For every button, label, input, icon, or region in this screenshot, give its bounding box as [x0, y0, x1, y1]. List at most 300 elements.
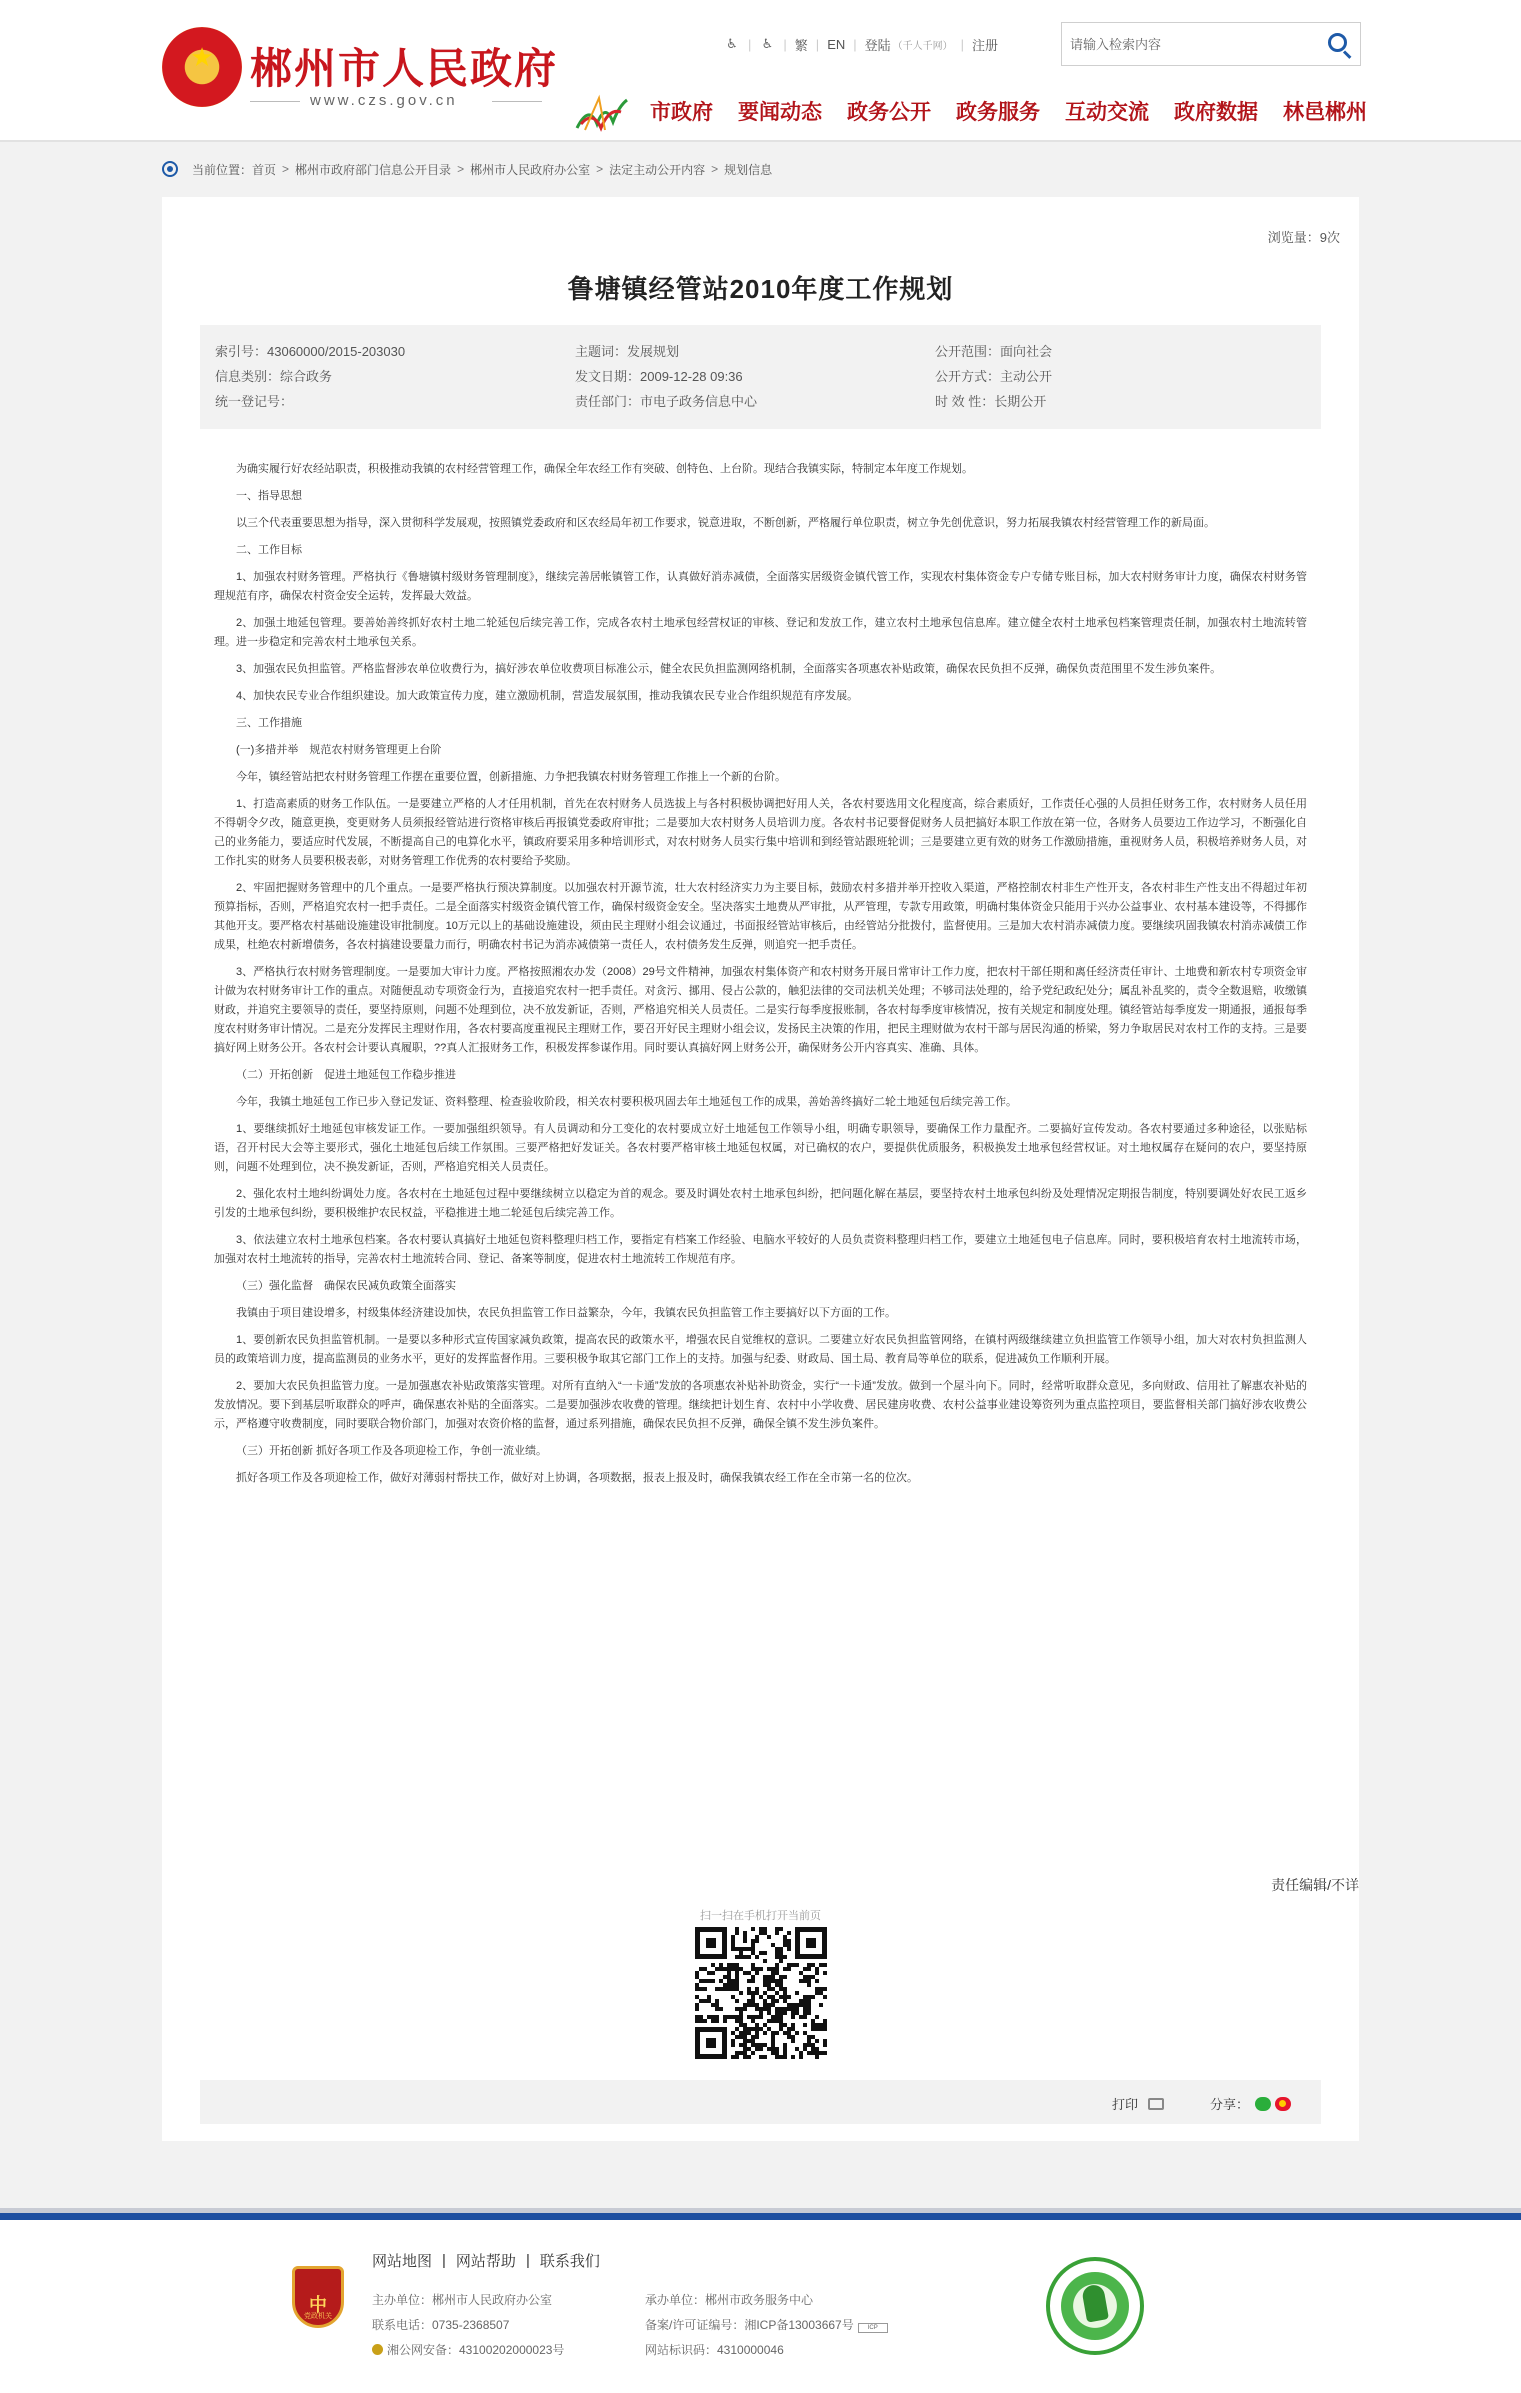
search-input[interactable] [1070, 33, 1310, 55]
qr-module [807, 1963, 811, 1967]
qr-module [799, 2055, 803, 2059]
qr-module [771, 1979, 775, 1983]
qr-module [751, 1951, 755, 1955]
qr-module [791, 2055, 795, 2059]
qr-module [763, 1979, 767, 1983]
paragraph: 3、加强农民负担监管。严格监督涉农单位收费行为，搞好涉农单位收费项目标准公示，健全农民负担监测网络机制，全面落实各项惠农补贴政策，确保农民负担不反弹，确保负责范围里不发生涉负案件。 [236, 663, 1222, 675]
qr-module [807, 1975, 811, 1979]
qr-module [747, 1991, 751, 1995]
qr-module [771, 2019, 775, 2023]
qr-module [819, 2027, 823, 2031]
qr-module [759, 2047, 763, 2051]
qr-module [755, 2007, 759, 2011]
qr-module [815, 2051, 819, 2055]
qr-module [803, 1979, 807, 1983]
qr-module [815, 1979, 819, 1983]
qr-module [783, 2047, 787, 2051]
qr-module [791, 2027, 795, 2031]
qr-module [771, 2043, 775, 2047]
qr-module [771, 1971, 775, 1975]
login-link[interactable]: 登陆 [864, 37, 891, 53]
qr-module [707, 1995, 711, 1999]
qr-module [763, 2003, 767, 2007]
login-sub-label: （千人千网） [892, 40, 953, 52]
qr-module [775, 1967, 779, 1971]
weibo-icon[interactable] [1275, 2097, 1291, 2111]
paragraph: 抓好各项工作及各项迎检工作，做好对薄弱村帮扶工作，做好对上协调，各项数据，报表上报及时，确保我镇农经工作在全市第一名的位次。 [236, 1472, 918, 1484]
civilization-seal-icon[interactable] [1046, 2257, 1144, 2355]
qr-module [819, 1963, 823, 1967]
qr-module [795, 1991, 799, 1995]
qr-module [735, 1979, 739, 1983]
qr-module [771, 1967, 775, 1971]
qr-module [759, 2043, 763, 2047]
qr-module [791, 2035, 795, 2039]
qr-module [823, 1987, 827, 1991]
qr-module [787, 2003, 791, 2007]
qr-module [811, 1963, 815, 1967]
party-gov-badge-icon[interactable] [292, 2266, 344, 2328]
qr-module [695, 1975, 699, 1979]
qr-module [751, 1967, 755, 1971]
site-name[interactable]: 郴州市人民政府 [250, 44, 559, 93]
paragraph: 今年，镇经管站把农村财务管理工作摆在重要位置，创新措施、力争把我镇农村财务管理工作推上一个新的台阶。 [236, 771, 786, 783]
qr-module [803, 1999, 807, 2003]
qr-module [815, 2047, 819, 2051]
site-footer [0, 2213, 1521, 2393]
qr-module [815, 2015, 819, 2019]
footer-links [372, 2250, 600, 2271]
qr-module [807, 2051, 811, 2055]
search-box [1061, 22, 1361, 66]
qr-module [735, 1967, 739, 1971]
qr-module [735, 2007, 739, 2011]
qr-module [695, 2015, 699, 2019]
english-link[interactable]: EN [827, 36, 846, 52]
qr-module [719, 1963, 723, 1967]
qr-module [783, 1955, 787, 1959]
qr-module [783, 1995, 787, 1999]
qr-module [731, 2043, 735, 2047]
qr-finder [795, 1927, 827, 1959]
qr-module [751, 1939, 755, 1943]
qr-module [767, 1979, 771, 1983]
qr-module [779, 1987, 783, 1991]
qr-module [763, 2031, 767, 2035]
qr-module [723, 1987, 727, 1991]
breadcrumb-item[interactable]: 郴州市政府部门信息公开目录 [295, 162, 452, 177]
qr-module [767, 1987, 771, 1991]
qr-module [807, 2039, 811, 2043]
breadcrumb-separator: > [457, 162, 465, 176]
qr-module [819, 1987, 823, 1991]
search-button[interactable] [1324, 30, 1354, 60]
nav-linyi-chenzhou[interactable]: 林邑郴州 [1283, 101, 1367, 124]
qr-module [755, 1939, 759, 1943]
badge-symbol: 中 [309, 2295, 327, 2315]
footer-icp-wrap [645, 2316, 888, 2333]
qr-module [723, 1975, 727, 1979]
divider: | [853, 36, 857, 52]
qr-module [743, 2043, 747, 2047]
qr-module [767, 1975, 771, 1979]
qr-module [815, 2039, 819, 2043]
qr-module [767, 1983, 771, 1987]
qr-module [739, 1951, 743, 1955]
nav-gov-data[interactable]: 政府数据 [1174, 101, 1258, 124]
footer-police[interactable]: 湘公网安备：43100202000023号 [387, 2343, 565, 2357]
qr-module [723, 1967, 727, 1971]
qr-module [787, 1947, 791, 1951]
qr-code [695, 1927, 827, 2059]
qr-module [767, 2019, 771, 2023]
qr-module [739, 2031, 743, 2035]
qr-module [715, 1987, 719, 1991]
qr-module [767, 2047, 771, 2051]
qr-module [743, 1955, 747, 1959]
qr-module [739, 1991, 743, 1995]
qr-module [739, 2019, 743, 2023]
qr-module [755, 1987, 759, 1991]
qr-module [695, 1987, 699, 1991]
qr-module [795, 1963, 799, 1967]
qr-module [787, 2027, 791, 2031]
qr-module [771, 2047, 775, 2051]
qr-module [815, 1987, 819, 1991]
qr-module [699, 1979, 703, 1983]
qr-module [743, 2023, 747, 2027]
footer-divider [0, 2208, 1521, 2213]
qr-module [783, 2023, 787, 2027]
qr-module [739, 2011, 743, 2015]
qr-module [791, 2023, 795, 2027]
meta-index-no: 索引号：43060000/2015-203030 [215, 344, 406, 359]
qr-module [775, 1947, 779, 1951]
qr-module [763, 1999, 767, 2003]
accessibility-icon[interactable]: ♿ [761, 36, 774, 51]
qr-module [779, 1951, 783, 1955]
qr-module [803, 2047, 807, 2051]
qr-module [739, 1967, 743, 1971]
qr-module [751, 1995, 755, 1999]
qr-module [767, 2007, 771, 2011]
qr-module [715, 1999, 719, 2003]
qr-module [719, 1979, 723, 1983]
qr-module [787, 1939, 791, 1943]
qr-module [743, 2035, 747, 2039]
qr-module [715, 2015, 719, 2019]
qr-module [695, 2007, 699, 2011]
qr-module [711, 2015, 715, 2019]
qr-module [727, 1987, 731, 1991]
qr-module [779, 2019, 783, 2023]
qr-module [763, 1991, 767, 1995]
qr-module [791, 2011, 795, 2015]
qr-module [771, 2035, 775, 2039]
badge-label: 党政机关 [304, 2313, 332, 2320]
qr-module [807, 2035, 811, 2039]
qr-module [783, 2007, 787, 2011]
qr-module [811, 2019, 815, 2023]
qr-module [763, 1951, 767, 1955]
nav-gov-services[interactable]: 政务服务 [956, 101, 1040, 124]
qr-module [775, 2019, 779, 2023]
qr-module [787, 2031, 791, 2035]
breadcrumb-item[interactable]: 郴州市人民政府办公室 [470, 162, 591, 177]
qr-module [735, 1971, 739, 1975]
paragraph: 3、严格执行农村财务管理制度。一是要加大审计力度。严格按照湘农办发（2008）29号文件精神，加强农村集体资产和农村财务开展日常审计工作力度，把农村干部任期和离任经济责任审计、土地费和新农村专项资金审计做为农村财务审计工作的重点。对随便乱动专项资金行为，直接追究农村一把手责任。对贪污、挪用、侵占公款的，触犯法律的交司法机关处理；不够司法处理的，给予党纪政纪处分；属乱补乱奖的，责令全数退赔，收缴镇财政，并追究主要领导的责任，要坚持原则，问题不处理到位，决不放发新证，否则，严格追究相关人员责任。二是实行每季度报账制，各农村每季度审核情况，按有关规定和制度处理。镇经管站每季度发一期通报，通报每季度农村财务审计情况。二是充分发挥民主理财作用，各农村要高度重视民主理财工作，要召开好民主理财小组会议，发扬民主决策的作用，把民主理财做为农村干部与居民沟通的桥梁，努力争取居民对农村工作的支持。三是要搞好网上财务公开。各农村会计要认真履职，??真人汇报财务工作，积极发挥参谋作用。同时要认真搞好网上财务公开，确保财务公开内容真实、准确、具体。 [214, 966, 1307, 1054]
qr-module [803, 1975, 807, 1979]
qr-module [743, 2003, 747, 2007]
paragraph: 1、要继续抓好土地延包审核发证工作。一要加强组织领导。有人员调动和分工变化的农村要成立好土地延包工作领导小组，明确专职领导，要确保工作力量配齐。二要搞好宣传发动。各农村要通过多种途径，以张贴标语，召开村民大会等主要形式，强化土地延包后续工作氛围。三要严格把好发证关。各农村要严格审核土地延包权属，对已确权的农户，要提供优质服务，积极换发土地承包经营权证。对土地权属存在疑问的农户，要坚持原则，问题不处理到位，决不换发新证，否则，严格追究相关人员责任。 [214, 1123, 1307, 1173]
footer-icp[interactable]: 备案/许可证编号：湘ICP备13003667号 [645, 2318, 854, 2332]
qr-module [731, 1963, 735, 1967]
qr-module [767, 2011, 771, 2015]
share-group [1210, 2094, 1291, 2113]
paragraph: 以三个代表重要思想为指导，深入贯彻科学发展观，按照镇党委政府和区农经局年初工作要求，锐意进取，不断创新，严格履行单位职责，树立争先创优意识，努力拓展我镇农村经营管理工作的新局面。 [236, 517, 1215, 529]
qr-module [739, 1955, 743, 1959]
qr-module [743, 1939, 747, 1943]
url-divider-right [492, 101, 542, 102]
qr-module [735, 1931, 739, 1935]
qr-module [807, 1979, 811, 1983]
qr-module [747, 2027, 751, 2031]
qr-module [783, 2043, 787, 2047]
qr-module [807, 1995, 811, 1999]
nav-gov-affairs-open[interactable]: 政务公开 [847, 101, 931, 124]
qr-module [723, 2015, 727, 2019]
qr-module [739, 2035, 743, 2039]
qr-module [727, 2015, 731, 2019]
qr-module [823, 2039, 827, 2043]
qr-module [771, 2031, 775, 2035]
qr-module [799, 2051, 803, 2055]
qr-module [819, 2003, 823, 2007]
breadcrumb-home[interactable]: 首页 [252, 162, 277, 177]
qr-module [755, 1935, 759, 1939]
qr-module [731, 2055, 735, 2059]
qr-module [747, 2047, 751, 2051]
qr-module [775, 1931, 779, 1935]
qr-module [763, 2043, 767, 2047]
qr-module [747, 1971, 751, 1975]
qr-module [707, 1999, 711, 2003]
qr-module [819, 1991, 823, 1995]
qr-module [811, 2043, 815, 2047]
qr-module [735, 2051, 739, 2055]
qr-module [747, 1987, 751, 1991]
qr-module [779, 1959, 783, 1963]
qr-module [735, 1927, 739, 1931]
qr-module [747, 1955, 751, 1959]
qr-module [699, 1987, 703, 1991]
url-divider-left [250, 101, 300, 102]
qr-module [787, 1963, 791, 1967]
qr-module [771, 1995, 775, 1999]
qr-module [815, 2055, 819, 2059]
qr-module [795, 2003, 799, 2007]
qr-module [751, 1975, 755, 1979]
nav-news[interactable]: 要闻动态 [738, 101, 822, 124]
qr-finder [695, 1927, 727, 1959]
qr-module [783, 1991, 787, 1995]
nav-interaction[interactable]: 互动交流 [1065, 101, 1149, 124]
qr-module [775, 2015, 779, 2019]
qr-module [731, 1979, 735, 1983]
footer-organizer: 承办单位：郴州市政务服务中心 [645, 2293, 814, 2307]
site-header [0, 0, 1521, 142]
qr-module [755, 1971, 759, 1975]
qr-module [811, 2035, 815, 2039]
meta-validity: 时 效 性：长期公开 [935, 394, 1047, 409]
qr-module [767, 1935, 771, 1939]
qr-module [723, 2019, 727, 2023]
qr-module [727, 1983, 731, 1987]
qr-module [807, 1983, 811, 1987]
nav-decoration-icon [575, 94, 629, 132]
qr-module [783, 1975, 787, 1979]
qr-module [779, 2023, 783, 2027]
qr-module [735, 2035, 739, 2039]
qr-module [763, 2023, 767, 2027]
footer-link-help[interactable]: 网站帮助 [455, 2253, 516, 2270]
footer-phone: 联系电话：0735-2368507 [372, 2318, 510, 2332]
qr-module [751, 2003, 755, 2007]
qr-module [783, 1943, 787, 1947]
qr-module [791, 2039, 795, 2043]
qr-module [795, 2011, 799, 2015]
qr-module [771, 2051, 775, 2055]
qr-module [743, 2039, 747, 2043]
qr-module [715, 1967, 719, 1971]
qr-module [747, 2039, 751, 2043]
qr-module [771, 1943, 775, 1947]
qr-module [783, 1939, 787, 1943]
qr-module [743, 1947, 747, 1951]
qr-module [819, 2023, 823, 2027]
qr-module [731, 1935, 735, 1939]
qr-module [707, 1971, 711, 1975]
qr-module [735, 2027, 739, 2031]
meta-department: 责任部门：市电子政务信息中心 [575, 394, 758, 409]
qr-module [775, 1999, 779, 2003]
qr-module [739, 2023, 743, 2027]
qr-module [743, 1971, 747, 1975]
qr-module [775, 2011, 779, 2015]
qr-module [803, 2007, 807, 2011]
qr-module [759, 2007, 763, 2011]
qr-module [791, 1963, 795, 1967]
qr-module [711, 1971, 715, 1975]
qr-module [719, 1967, 723, 1971]
qr-module [751, 2015, 755, 2019]
national-emblem-icon[interactable] [162, 27, 242, 107]
qr-module [747, 2015, 751, 2019]
qr-module [731, 1983, 735, 1987]
qr-module [715, 2007, 719, 2011]
qr-module [751, 2039, 755, 2043]
qr-module [795, 2047, 799, 2051]
paragraph: 2、要加大农民负担监管力度。一是加强惠农补贴政策落实管理。对所有直纳入“一卡通”发放的各项惠农补贴补助资金，实行“一卡通”发放。做到一个屋斗向下。同时，经常听取群众意见，多向财政、信用社了解惠农补贴的发放情况。要下到基层听取群众的呼声，确保惠农补贴的全面落实。二是要加强涉农收费的管理。继续把计划生育、农村中小学收费、居民建房收费、农村公益事业建设筹资列为重点监控项目，要监督相关部门搞好涉农收费公示，严格遵守收费制度，同时要联合物价部门，加强对农资价格的监督，通过系列措施，确保农民负担不反弹，确保全镇不发生涉负案件。 [214, 1380, 1307, 1430]
qr-module [775, 1955, 779, 1959]
qr-module [799, 1999, 803, 2003]
qr-module [823, 2019, 827, 2023]
qr-module [763, 1927, 767, 1931]
paragraph: 2、强化农村土地纠纷调处力度。各农村在土地延包过程中要继续树立以稳定为首的观念。要及时调处农村土地承包纠纷，把问题化解在基层，要坚持农村土地承包纠纷及处理情况定期报告制度，特别要调处好农民工返乡引发的土地承包纠纷，要积极维护农民权益，平稳推进土地二轮延包后续完善工作。 [214, 1188, 1307, 1219]
qr-module [747, 2003, 751, 2007]
qr-module [715, 2019, 719, 2023]
qr-module [815, 2027, 819, 2031]
qr-module [767, 1995, 771, 1999]
qr-module [751, 2035, 755, 2039]
qr-module [815, 1971, 819, 1975]
print-button[interactable] [1112, 2094, 1164, 2113]
nav-city-government[interactable]: 市政府 [650, 101, 713, 124]
footer-link-contact[interactable]: 联系我们 [539, 2253, 600, 2270]
paragraph: 4、加快农民专业合作组织建设。加大政策宣传力度，建立激励机制，营造发展氛围，推动我镇农民专业合作组织规范有序发展。 [236, 690, 859, 702]
qr-module [755, 2031, 759, 2035]
qr-module [775, 1991, 779, 1995]
wechat-icon[interactable] [1255, 2097, 1271, 2111]
qr-finder [695, 2027, 727, 2059]
divider: | [525, 2252, 530, 2269]
subsection-heading: （二）开拓创新 促进土地延包工作稳步推进 [236, 1069, 456, 1081]
qr-module [719, 2007, 723, 2011]
paragraph: 1、加强农村财务管理。严格执行《鲁塘镇村级财务管理制度》，继续完善居帐镇管工作，认真做好消赤减债，全面落实居级资金镇代管工作，实现农村集体资金专户专储专账目标，加大农村财务审计力度，确保农村财务管理规范有序，确保农村资金安全运转，发挥最大效益。 [214, 571, 1307, 602]
qr-module [731, 1987, 735, 1991]
paragraph: 为确实履行好农经站职责，积极推动我镇的农村经营管理工作，确保全年农经工作有突破、创特色、上台阶。现结合我镇实际，特制定本年度工作规划。 [236, 463, 973, 475]
qr-module [783, 2055, 787, 2059]
subsection-heading: （三）强化监督 确保农民减负政策全面落实 [236, 1280, 456, 1292]
qr-module [743, 2055, 747, 2059]
qr-module [783, 1999, 787, 2003]
qr-module [695, 1983, 699, 1987]
qr-module [731, 2039, 735, 2043]
breadcrumb-current[interactable]: 规划信息 [724, 162, 773, 177]
register-link[interactable]: 注册 [972, 37, 999, 53]
qr-module [751, 1991, 755, 1995]
qr-module [743, 1935, 747, 1939]
traditional-chinese-link[interactable]: 繁 [794, 37, 808, 53]
divider: | [815, 36, 820, 52]
qr-module [747, 2055, 751, 2059]
article-content [214, 460, 1307, 1496]
qr-module [775, 2047, 779, 2051]
qr-module [731, 1967, 735, 1971]
qr-module [727, 1975, 731, 1979]
view-count: 浏览量：9次 [1267, 230, 1340, 245]
footer-link-sitemap[interactable]: 网站地图 [372, 2253, 433, 2270]
qr-module [779, 2007, 783, 2011]
meta-publish-date: 发文日期：2009-12-28 09:36 [575, 369, 743, 384]
qr-module [783, 2031, 787, 2035]
qr-module [799, 1971, 803, 1975]
search-icon [1328, 33, 1347, 52]
meta-unified-no: 统一登记号： [215, 394, 294, 409]
meta-category: 信息类别：综合政务 [215, 369, 333, 384]
qr-module [779, 2055, 783, 2059]
qr-module [755, 2043, 759, 2047]
qr-module [811, 2051, 815, 2055]
qr-module [775, 2055, 779, 2059]
elder-mode-icon[interactable]: ♿ [726, 36, 738, 51]
breadcrumb-item[interactable]: 法定主动公开内容 [609, 162, 706, 177]
qr-module [791, 2007, 795, 2011]
qr-module [823, 2027, 827, 2031]
qr-module [811, 2047, 815, 2051]
police-badge-icon [372, 2344, 383, 2355]
qr-module [763, 1975, 767, 1979]
